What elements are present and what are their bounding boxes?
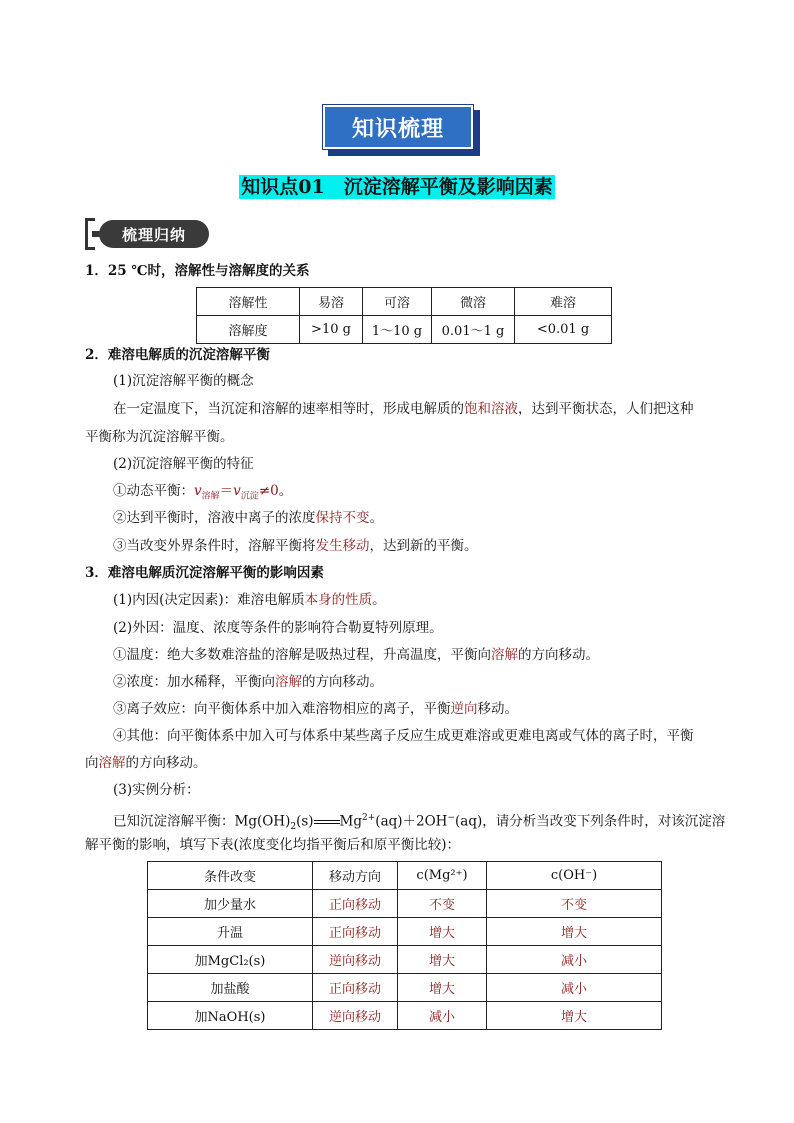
text-run: 的方向移动。 [518, 647, 599, 663]
highlight-text: 逆向 [450, 701, 478, 717]
text-run: 移动。 [477, 701, 518, 717]
section-3-2: (2)外因：温度、浓度等条件的影响符合勒夏特列原理。 [113, 620, 443, 636]
solubility-table [196, 287, 612, 344]
text-run: ③离子效应：向平衡体系中加入难溶物相应的离子，平衡 [113, 701, 451, 717]
factor-other-line-1: ④其他：向平衡体系中加入可与体系中某些离子反应生成更难溶或更难电离或气体的离子时，平衡 [113, 728, 694, 744]
text-run: 已知沉淀溶解平衡：Mg(OH) [113, 813, 291, 830]
banner-title: 知识梳理 [323, 105, 473, 149]
superscript: 2+ [362, 813, 376, 823]
highlight-text: 本身的性质 [304, 592, 373, 608]
table-cell: 减小 [398, 1002, 487, 1030]
text-run: (s) [296, 813, 314, 830]
summary-tag [85, 218, 215, 250]
text-run: (1)内因(决定因素)：难溶电解质 [113, 592, 305, 608]
text-run: (aq)＋2OH [375, 813, 448, 830]
feature-2 [113, 509, 383, 527]
text-run: ，达到平衡状态，人们把这种 [518, 401, 694, 417]
highlight-text [194, 483, 279, 502]
header-cell: c(OH⁻) [487, 862, 662, 890]
table-cell: 正向移动 [313, 974, 398, 1002]
table-cell: 加MgCl₂(s) [148, 946, 313, 974]
knowledge-point-title-text: 知识点01 沉淀溶解平衡及影响因素 [241, 176, 553, 198]
highlight-text: 溶解 [491, 647, 518, 663]
header-cell: 移动方向 [313, 862, 398, 890]
text-run: 的方向移动。 [125, 755, 207, 771]
superscript: − [447, 813, 455, 823]
text-run: Mg [339, 813, 363, 830]
section-3-heading: 3．难溶电解质沉淀溶解平衡的影响因素 [85, 565, 324, 581]
header-cell: 条件改变 [148, 862, 313, 890]
text-run: ①温度：绝大多数难溶盐的溶解是吸热过程，升高温度，平衡向 [113, 647, 491, 663]
table-row [148, 890, 662, 918]
text-run: 。 [369, 510, 383, 526]
text-run: ≠0 [258, 483, 279, 499]
highlight-text: 溶解 [98, 755, 126, 771]
table-cell: 减小 [487, 974, 662, 1002]
section-3-1 [113, 591, 386, 609]
factor-concentration [113, 673, 383, 691]
text-run: ③当改变外界条件时，溶解平衡将 [113, 538, 316, 554]
table-cell: 正向移动 [313, 918, 398, 946]
header-cell: c(Mg²⁺) [398, 862, 487, 890]
table-cell: 加少量水 [148, 890, 313, 918]
equilibrium-arrow-icon [314, 817, 340, 827]
section-2-2: (2)沉淀溶解平衡的特征 [113, 456, 254, 472]
table-cell: 增大 [398, 918, 487, 946]
table-cell: 升温 [148, 918, 313, 946]
table-cell: 加NaOH(s) [148, 1002, 313, 1030]
table-cell: <0.01 g [515, 316, 612, 344]
table-cell: 加盐酸 [148, 974, 313, 1002]
table-cell: 1～10 g [363, 316, 432, 344]
table-cell: 不变 [487, 890, 662, 918]
section-2-heading: 2．难溶电解质的沉淀溶解平衡 [85, 347, 270, 363]
table-cell: >10 g [300, 316, 363, 344]
factor-ion-effect [113, 700, 518, 718]
section-2-paragraph-line-2: 平衡称为沉淀溶解平衡。 [85, 429, 234, 445]
table-cell: 可溶 [363, 288, 432, 316]
text-run: 。 [372, 592, 386, 608]
text-run: ，达到新的平衡。 [369, 538, 478, 554]
factor-temperature [113, 646, 599, 664]
equilibrium-effects-table [147, 861, 662, 1030]
factor-other-line-2 [85, 754, 207, 772]
table-cell: 增大 [398, 974, 487, 1002]
table-row [148, 974, 662, 1002]
v-symbol: v [233, 483, 241, 499]
v-symbol: v [194, 483, 202, 499]
text-run: ②达到平衡时，溶液中离子的浓度 [113, 510, 316, 526]
highlight-text: 发生移动 [315, 538, 370, 554]
table-cell: 微溶 [432, 288, 515, 316]
section-2-1: (1)沉淀溶解平衡的概念 [113, 373, 254, 389]
table-row [148, 918, 662, 946]
subscript: 2 [290, 822, 297, 833]
table-cell: 易溶 [300, 288, 363, 316]
table-cell: 溶解度 [197, 316, 300, 344]
table-row [197, 316, 612, 344]
table-cell: 增大 [487, 1002, 662, 1030]
text-run: 的方向移动。 [302, 674, 383, 690]
table-cell: 减小 [487, 946, 662, 974]
subscript: 溶解 [201, 491, 220, 502]
table-row [148, 946, 662, 974]
highlight-text: 保持不变 [315, 510, 370, 526]
table-row [197, 288, 612, 316]
table-cell: 增大 [487, 918, 662, 946]
table-row [148, 1002, 662, 1030]
section-1-heading: 1．25 ℃时，溶解性与溶解度的关系 [85, 263, 310, 279]
section-banner [323, 105, 483, 157]
table-cell: 溶解性 [197, 288, 300, 316]
subscript: 沉淀 [240, 491, 259, 502]
section-2-paragraph-line-1 [113, 400, 694, 418]
section-3-3: (3)实例分析： [113, 782, 200, 798]
equals-sign: ＝ [219, 483, 234, 499]
example-line-2: 解平衡的影响，填写下表(浓度变化均指平衡后和原平衡比较)： [85, 837, 461, 853]
feature-1 [113, 482, 292, 506]
table-cell: 逆向移动 [313, 946, 398, 974]
table-cell: 逆向移动 [313, 1002, 398, 1030]
table-header-row [148, 862, 662, 890]
highlight-text: 溶解 [275, 674, 302, 690]
table-cell: 难溶 [515, 288, 612, 316]
example-line-1 [113, 809, 725, 836]
text-run: ①动态平衡： [113, 483, 194, 499]
text-run: 在一定温度下，当沉淀和溶解的速率相等时，形成电解质的 [113, 401, 464, 417]
text-run: ②浓度：加水稀释，平衡向 [113, 674, 275, 690]
text-run: 。 [278, 483, 293, 499]
text-run: (aq)，请分析当改变下列条件时，对该沉淀溶 [455, 813, 726, 830]
summary-tag-label: 梳理归纳 [99, 220, 209, 248]
table-cell: 不变 [398, 890, 487, 918]
table-cell: 正向移动 [313, 890, 398, 918]
knowledge-point-title [0, 172, 794, 199]
table-cell: 增大 [398, 946, 487, 974]
table-cell: 0.01～1 g [432, 316, 515, 344]
highlight-text: 饱和溶液 [464, 401, 518, 417]
text-run: 向 [85, 755, 99, 771]
feature-3 [113, 537, 478, 555]
